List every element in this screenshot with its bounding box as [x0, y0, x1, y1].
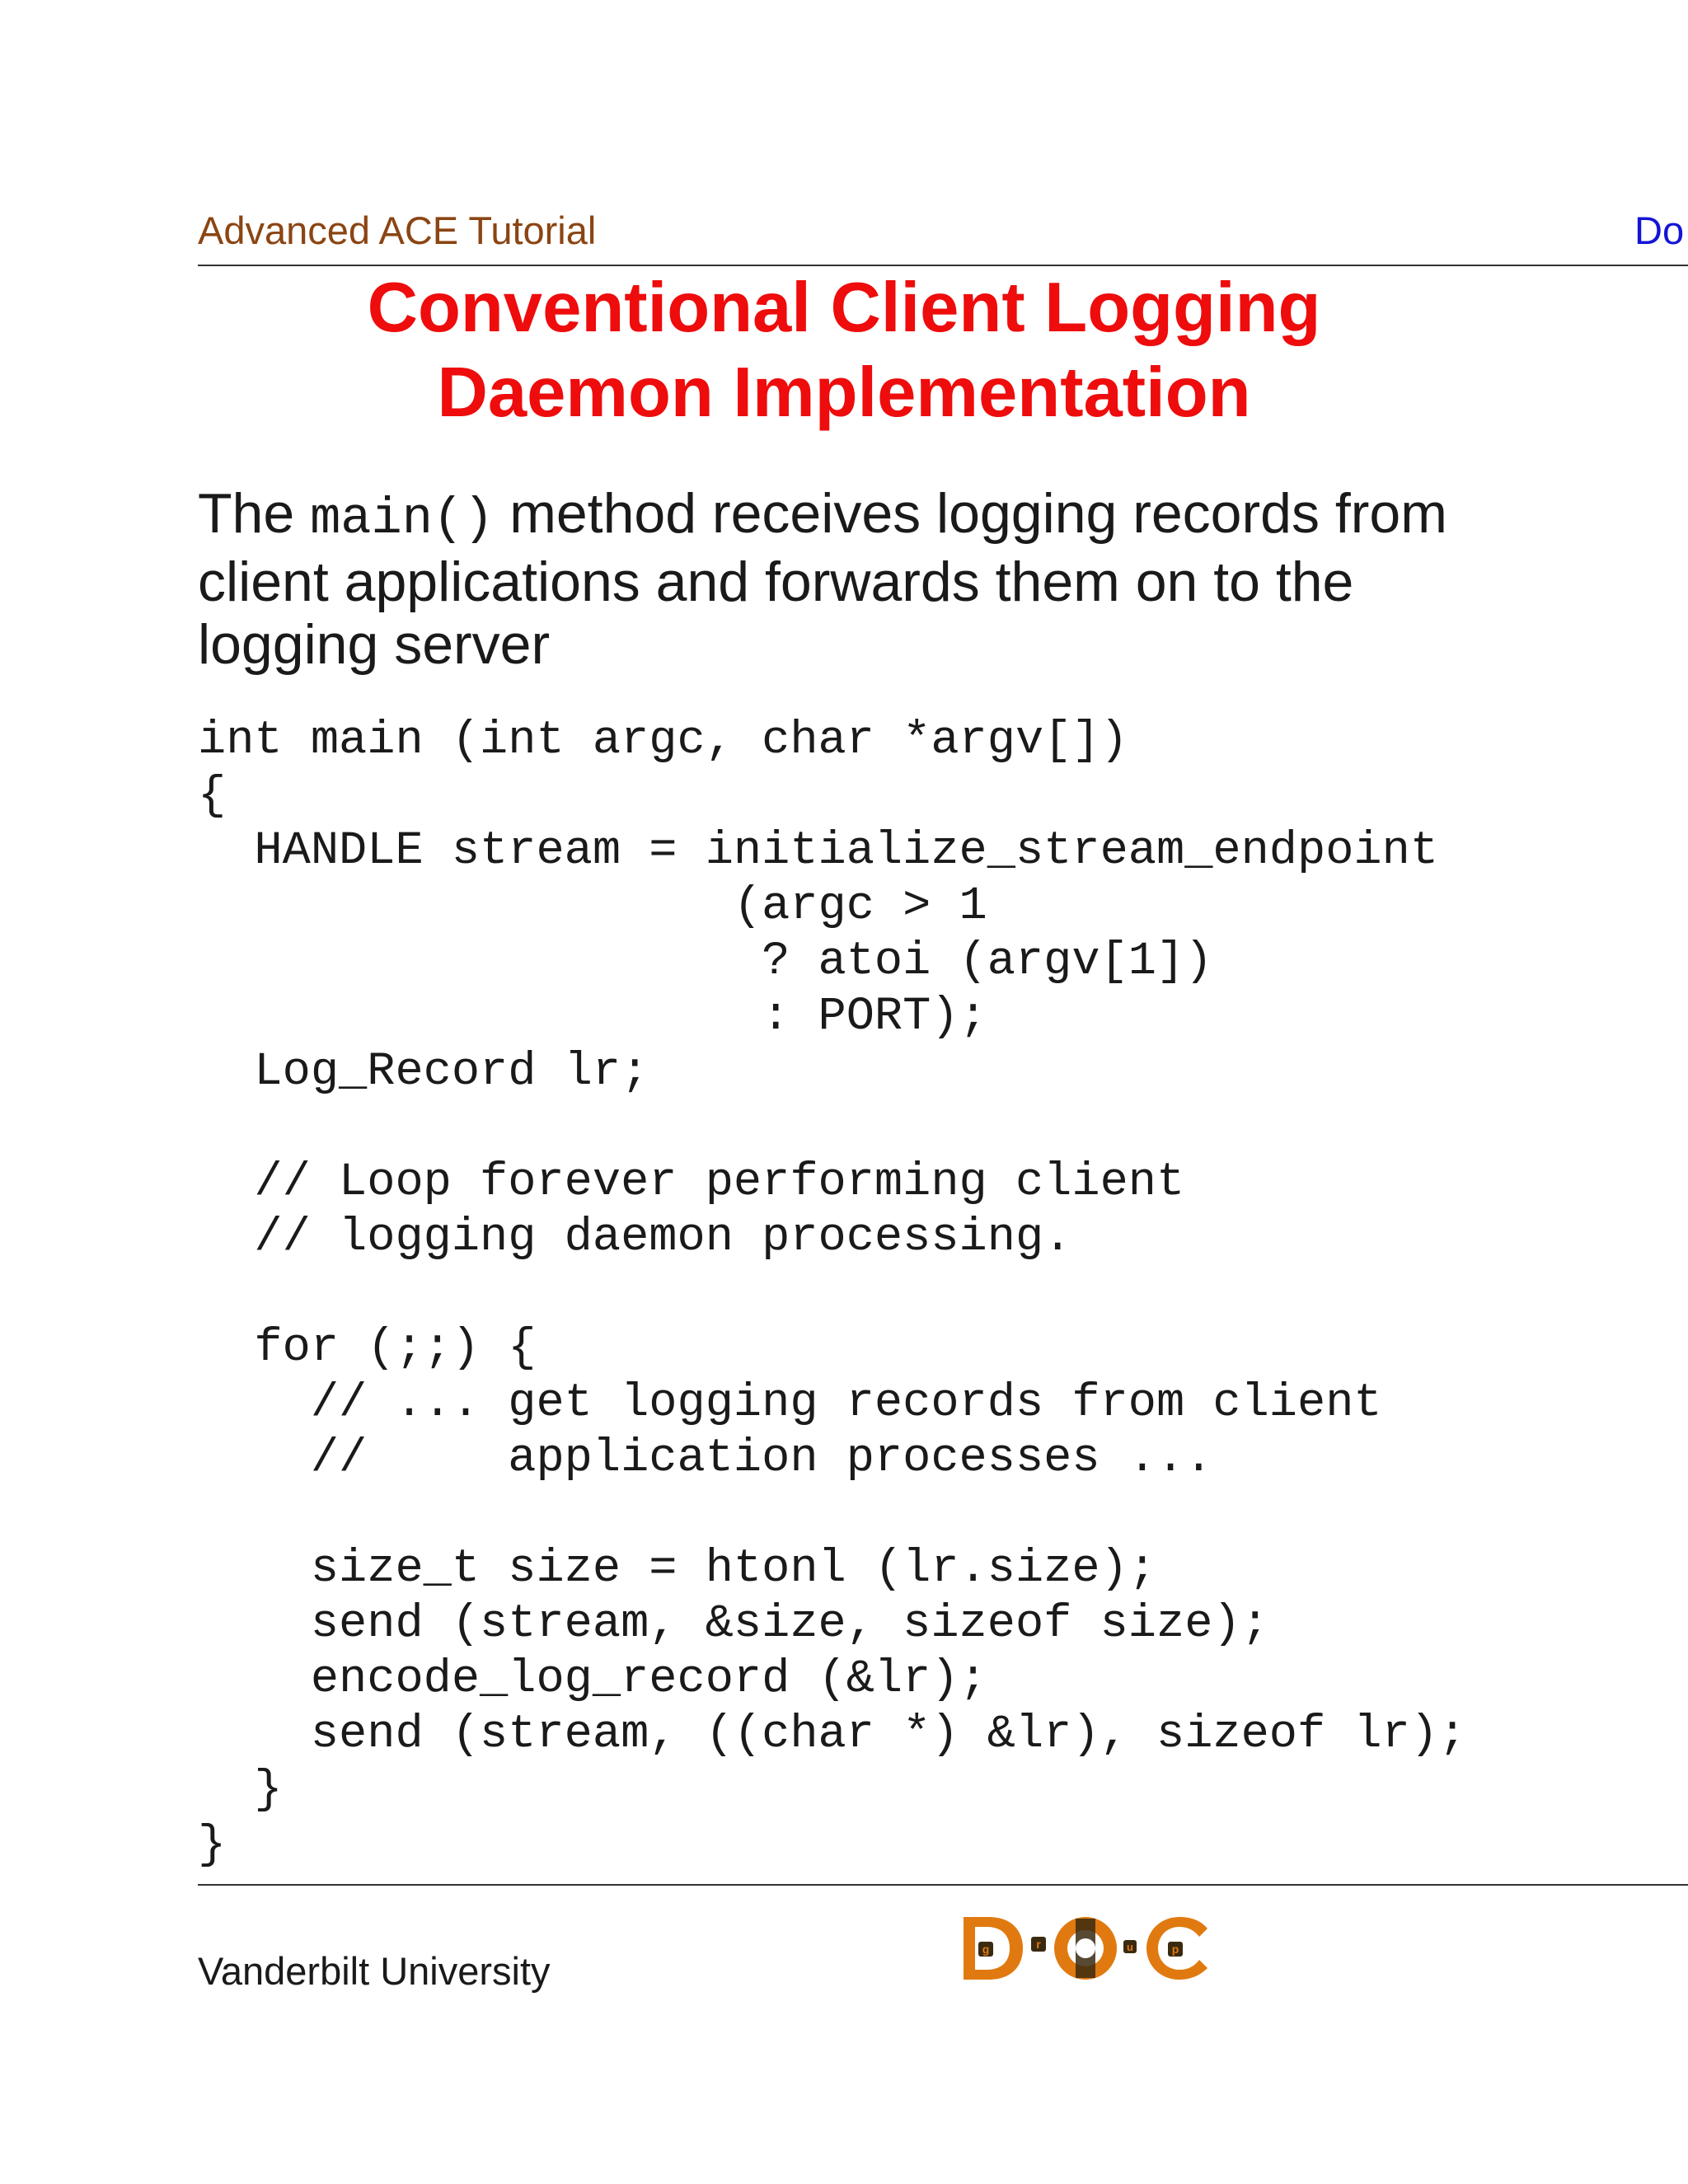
code-line: // application processes ... — [198, 1432, 1213, 1485]
intro-prefix: The — [198, 482, 311, 545]
code-line: HANDLE stream = initialize_stream_endpoint — [198, 825, 1439, 878]
code-line: size_t size = htonl (lr.size); — [198, 1543, 1156, 1596]
code-line — [198, 1487, 1466, 1542]
code-line: } — [198, 1819, 227, 1872]
code-line: send (stream, ((char *) &lr), sizeof lr); — [198, 1708, 1467, 1761]
code-line: { — [198, 770, 227, 823]
code-line: int main (int argc, char *argv[]) — [198, 715, 1128, 767]
doc-group-logo-icon — [960, 1910, 1224, 1986]
code-line: for (;;) { — [198, 1322, 537, 1375]
logo-letter-r: r — [1036, 1938, 1041, 1951]
logo-letter-g: g — [982, 1943, 990, 1956]
intro-line-2: client applications and forwards them on to the — [198, 551, 1354, 613]
code-line: : PORT); — [198, 991, 987, 1043]
code-line: encode_log_record (&lr); — [198, 1653, 987, 1706]
code-line: // logging daemon processing. — [198, 1212, 1072, 1264]
intro-line-1 — [198, 482, 1648, 551]
logo-letter-u: u — [1127, 1941, 1133, 1953]
code-listing — [198, 714, 1466, 1873]
code-line: Log_Record lr; — [198, 1046, 649, 1099]
footer-divider — [198, 1884, 1688, 1886]
intro-paragraph — [198, 482, 1648, 676]
code-line: ? atoi (argv[1]) — [198, 935, 1213, 988]
slide-title-line-1: Conventional Client Logging — [367, 269, 1321, 347]
intro-code-main: main() — [310, 490, 495, 548]
header-tutorial-title: Advanced ACE Tutorial — [198, 209, 597, 252]
slide-title — [198, 265, 1490, 435]
code-line — [198, 1266, 1466, 1321]
header-section-link[interactable]: Do — [1634, 209, 1685, 252]
code-line: (argc > 1 — [198, 880, 987, 933]
intro-line-1-suffix: method receives logging records from — [494, 482, 1447, 545]
code-line — [198, 1100, 1466, 1155]
code-line: // ... get logging records from client — [198, 1377, 1382, 1430]
logo-letter-p: p — [1171, 1943, 1179, 1956]
code-line: } — [198, 1764, 283, 1816]
intro-line-3: logging server — [198, 613, 551, 676]
footer-university: Vanderbilt University — [198, 1949, 551, 1993]
slide-title-line-2: Daemon Implementation — [437, 354, 1251, 432]
code-line: send (stream, &size, sizeof size); — [198, 1598, 1269, 1651]
code-line: // Loop forever performing client — [198, 1156, 1185, 1209]
